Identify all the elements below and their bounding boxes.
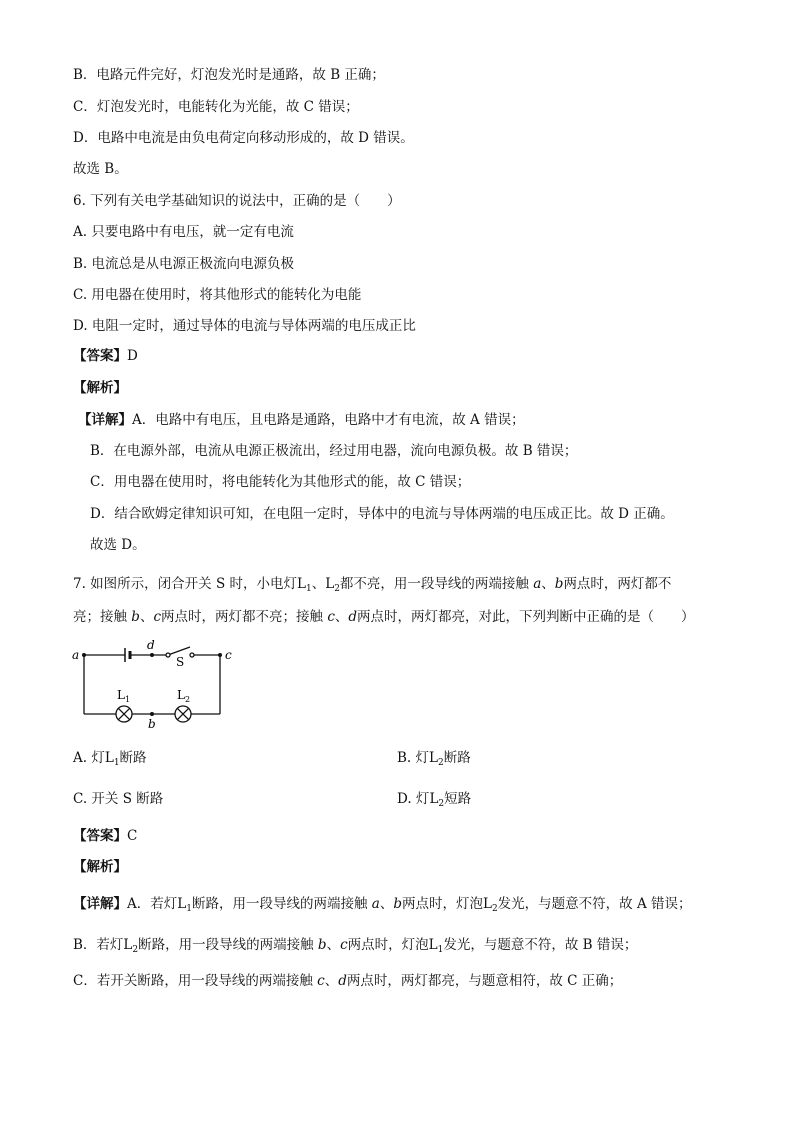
q6-analysis-tag [73, 379, 127, 397]
q6-detail-c: C．用电器在使用时，将电能转化为其他形式的能，故 C 错误； [90, 474, 471, 490]
label-l2: $L_2$ [177, 688, 191, 704]
answer-tag: 【答案】 [73, 348, 127, 364]
q7-option-b: B. 灯$L_2$断路 [397, 750, 471, 768]
q6-option-d: D. 电阻一定时，通过导体的电流与导体两端的电压成正比 [73, 318, 416, 334]
answer-value: D [127, 348, 138, 364]
q6-detail-d: D．结合欧姆定律知识可知，在电阻一定时，导体中的电流与导体两端的电压成正比。故 D 正确。 [90, 506, 674, 522]
q7-answer [73, 827, 137, 845]
q7-detail-b: B．若灯$L_2$断路，用一段导线的两端接触 b、c两点时，灯泡$L_1$发光，与题意不符，故 B 错误； [73, 937, 638, 955]
detail-text: A．电路中有电压，且电路是通路，电路中才有电流，故 A 错误； [132, 412, 525, 428]
q6-option-a: A. 只要电路中有电压，就一定有电流 [73, 224, 294, 240]
prev-option-b: B．电路元件完好，灯泡发光时是通路，故 B 正确； [73, 67, 385, 83]
label-c: c [225, 648, 232, 662]
answer-tag: 【答案】 [73, 828, 127, 844]
lamp-l2-icon [175, 706, 191, 722]
node-c-dot [218, 653, 222, 657]
q6-answer [73, 347, 138, 365]
q6-choice: 故选 D。 [90, 537, 146, 553]
node-d-dot [150, 653, 154, 657]
l1-symbol: L [297, 576, 306, 592]
l2-symbol: L [325, 576, 335, 592]
label-d: d [147, 638, 155, 652]
switch-contact [190, 653, 194, 657]
prev-option-d: D．电路中电流是由负电荷定向移动形成的，故 D 错误。 [73, 130, 414, 146]
q7-detail-c: C．若开关断路，用一段导线的两端接触 c、d两点时，两灯都亮，与题意相符，故 C 正确； [73, 973, 623, 989]
switch-pivot [166, 653, 170, 657]
detail-tag: 【详解】 [73, 896, 127, 912]
q7-stem-line2: 亮；接触 b、c两点时，两灯都不亮；接触 c、d两点时，两灯都亮，对此，下列判断中正确的是（ ） [73, 609, 695, 625]
label-s: S [176, 655, 185, 669]
lamp-l1-icon [116, 706, 132, 722]
label-b: b [148, 717, 156, 730]
node-b-dot [150, 712, 154, 716]
q6-option-c: C. 用电器在使用时，将其他形式的能转化为电能 [73, 287, 362, 303]
switch-blade [168, 647, 190, 655]
q7-option-a: A. 灯$L_1$断路 [73, 750, 147, 768]
answer-value: C [127, 828, 138, 844]
label-l1: $L_1$ [117, 688, 131, 704]
q6-option-b: B. 电流总是从电源正极流向电源负极 [73, 256, 295, 272]
q7-analysis-tag [73, 858, 127, 876]
q7-detail-a: 【详解】A．若灯$L_1$断路，用一段导线的两端接触 a、b两点时，灯泡$L_2$发光，与题意不符，故 A 错误； [73, 896, 692, 914]
q7-option-c: C. 开关 S 断路 [73, 791, 164, 807]
q6-stem: 6. 下列有关电学基础知识的说法中，正确的是（ ） [73, 193, 401, 209]
detail-tag: 【详解】 [78, 412, 132, 428]
q6-detail-b: B．在电源外部，电流从电源正极流出，经过用电器，流向电源负极。故 B 错误； [90, 443, 578, 459]
q6-detail-a [78, 411, 525, 429]
analysis-tag: 【解析】 [73, 380, 127, 396]
prev-option-c: C．灯泡发光时，电能转化为光能，故 C 错误； [73, 99, 359, 115]
q7-option-d: D. 灯$L_2$短路 [397, 791, 472, 809]
prev-choice: 故选 B。 [73, 161, 128, 177]
node-a-dot [82, 653, 86, 657]
circuit-diagram [68, 638, 248, 730]
analysis-tag: 【解析】 [73, 859, 127, 875]
q7-stem-line1: 7. 如图所示，闭合开关 S 时，小电灯$L_1$、$L_2$都不亮，用一段导线的两端接触 a、b两点时，两灯都不 [73, 576, 672, 594]
label-a: a [72, 648, 80, 662]
